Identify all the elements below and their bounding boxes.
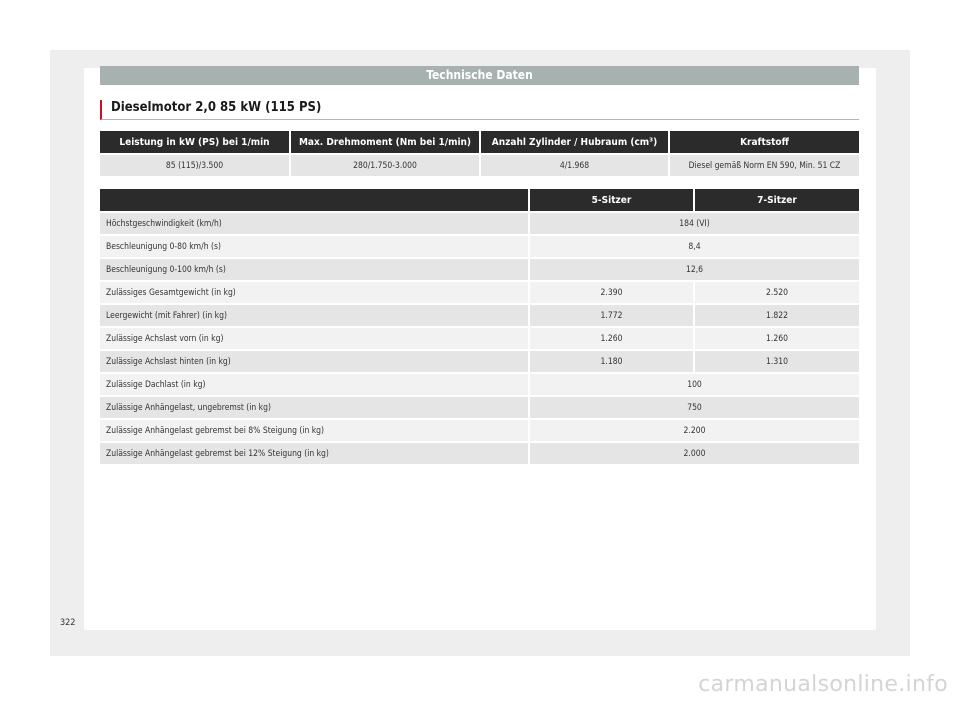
row-label: Beschleunigung 0-100 km/h (s) [100, 258, 529, 281]
row-label: Zulässige Achslast vorn (in kg) [100, 327, 529, 350]
page-number: 322 [60, 618, 76, 628]
table-cell: 1.180 [529, 350, 694, 373]
row-label: Zulässige Anhängelast gebremst bei 8% Steigung (in kg) [100, 419, 529, 442]
table-cell: 280/1.750-3.000 [290, 154, 480, 176]
row-label: Leergewicht (mit Fahrer) (in kg) [100, 304, 529, 327]
table-row [100, 442, 859, 464]
table-cell: 1.260 [694, 327, 859, 350]
table-row [100, 258, 859, 281]
engine-table-header-row [100, 131, 859, 154]
row-label: Höchstgeschwindigkeit (km/h) [100, 212, 529, 235]
chapter-header: Technische Daten [100, 66, 859, 85]
table-cell: 184 (VI) [529, 212, 859, 235]
table-cell: 1.260 [529, 327, 694, 350]
table-row [100, 154, 859, 176]
table-cell: 1.822 [694, 304, 859, 327]
row-label: Zulässige Anhängelast gebremst bei 12% Steigung (in kg) [100, 442, 529, 464]
column-header [100, 189, 529, 212]
table-cell: 4/1.968 [480, 154, 669, 176]
row-label: Zulässiges Gesamtgewicht (in kg) [100, 281, 529, 304]
table-cell: Diesel gemäß Norm EN 590, Min. 51 CZ [669, 154, 859, 176]
table-cell: 2.200 [529, 419, 859, 442]
table-row [100, 281, 859, 304]
table-cell: 1.310 [694, 350, 859, 373]
table-cell: 8,4 [529, 235, 859, 258]
table-cell: 1.772 [529, 304, 694, 327]
site-watermark[interactable]: carmanualsonline.info [698, 672, 948, 697]
column-header: Leistung in kW (PS) bei 1/min [100, 131, 290, 154]
column-header: 7-Sitzer [694, 189, 859, 212]
table-cell: 12,6 [529, 258, 859, 281]
row-label: Beschleunigung 0-80 km/h (s) [100, 235, 529, 258]
performance-table-header-row [100, 189, 859, 212]
column-header: Max. Drehmoment (Nm bei 1/min) [290, 131, 480, 154]
table-cell: 2.390 [529, 281, 694, 304]
column-header: Kraftstoff [669, 131, 859, 154]
table-cell: 100 [529, 373, 859, 396]
table-row [100, 327, 859, 350]
table-row [100, 396, 859, 419]
column-header: Anzahl Zylinder / Hubraum (cm³) [480, 131, 669, 154]
table-row [100, 419, 859, 442]
row-label: Zulässige Achslast hinten (in kg) [100, 350, 529, 373]
table-cell: 2.520 [694, 281, 859, 304]
engine-data-table [100, 131, 859, 176]
column-header: 5-Sitzer [529, 189, 694, 212]
table-row [100, 235, 859, 258]
performance-data-table [100, 189, 859, 464]
table-row [100, 304, 859, 327]
table-cell: 750 [529, 396, 859, 419]
row-label: Zulässige Dachlast (in kg) [100, 373, 529, 396]
table-row [100, 350, 859, 373]
section-title: Dieselmotor 2,0 85 kW (115 PS) [100, 100, 859, 120]
table-cell: 85 (115)/3.500 [100, 154, 290, 176]
table-cell: 2.000 [529, 442, 859, 464]
table-row [100, 212, 859, 235]
table-row [100, 373, 859, 396]
row-label: Zulässige Anhängelast, ungebremst (in kg) [100, 396, 529, 419]
